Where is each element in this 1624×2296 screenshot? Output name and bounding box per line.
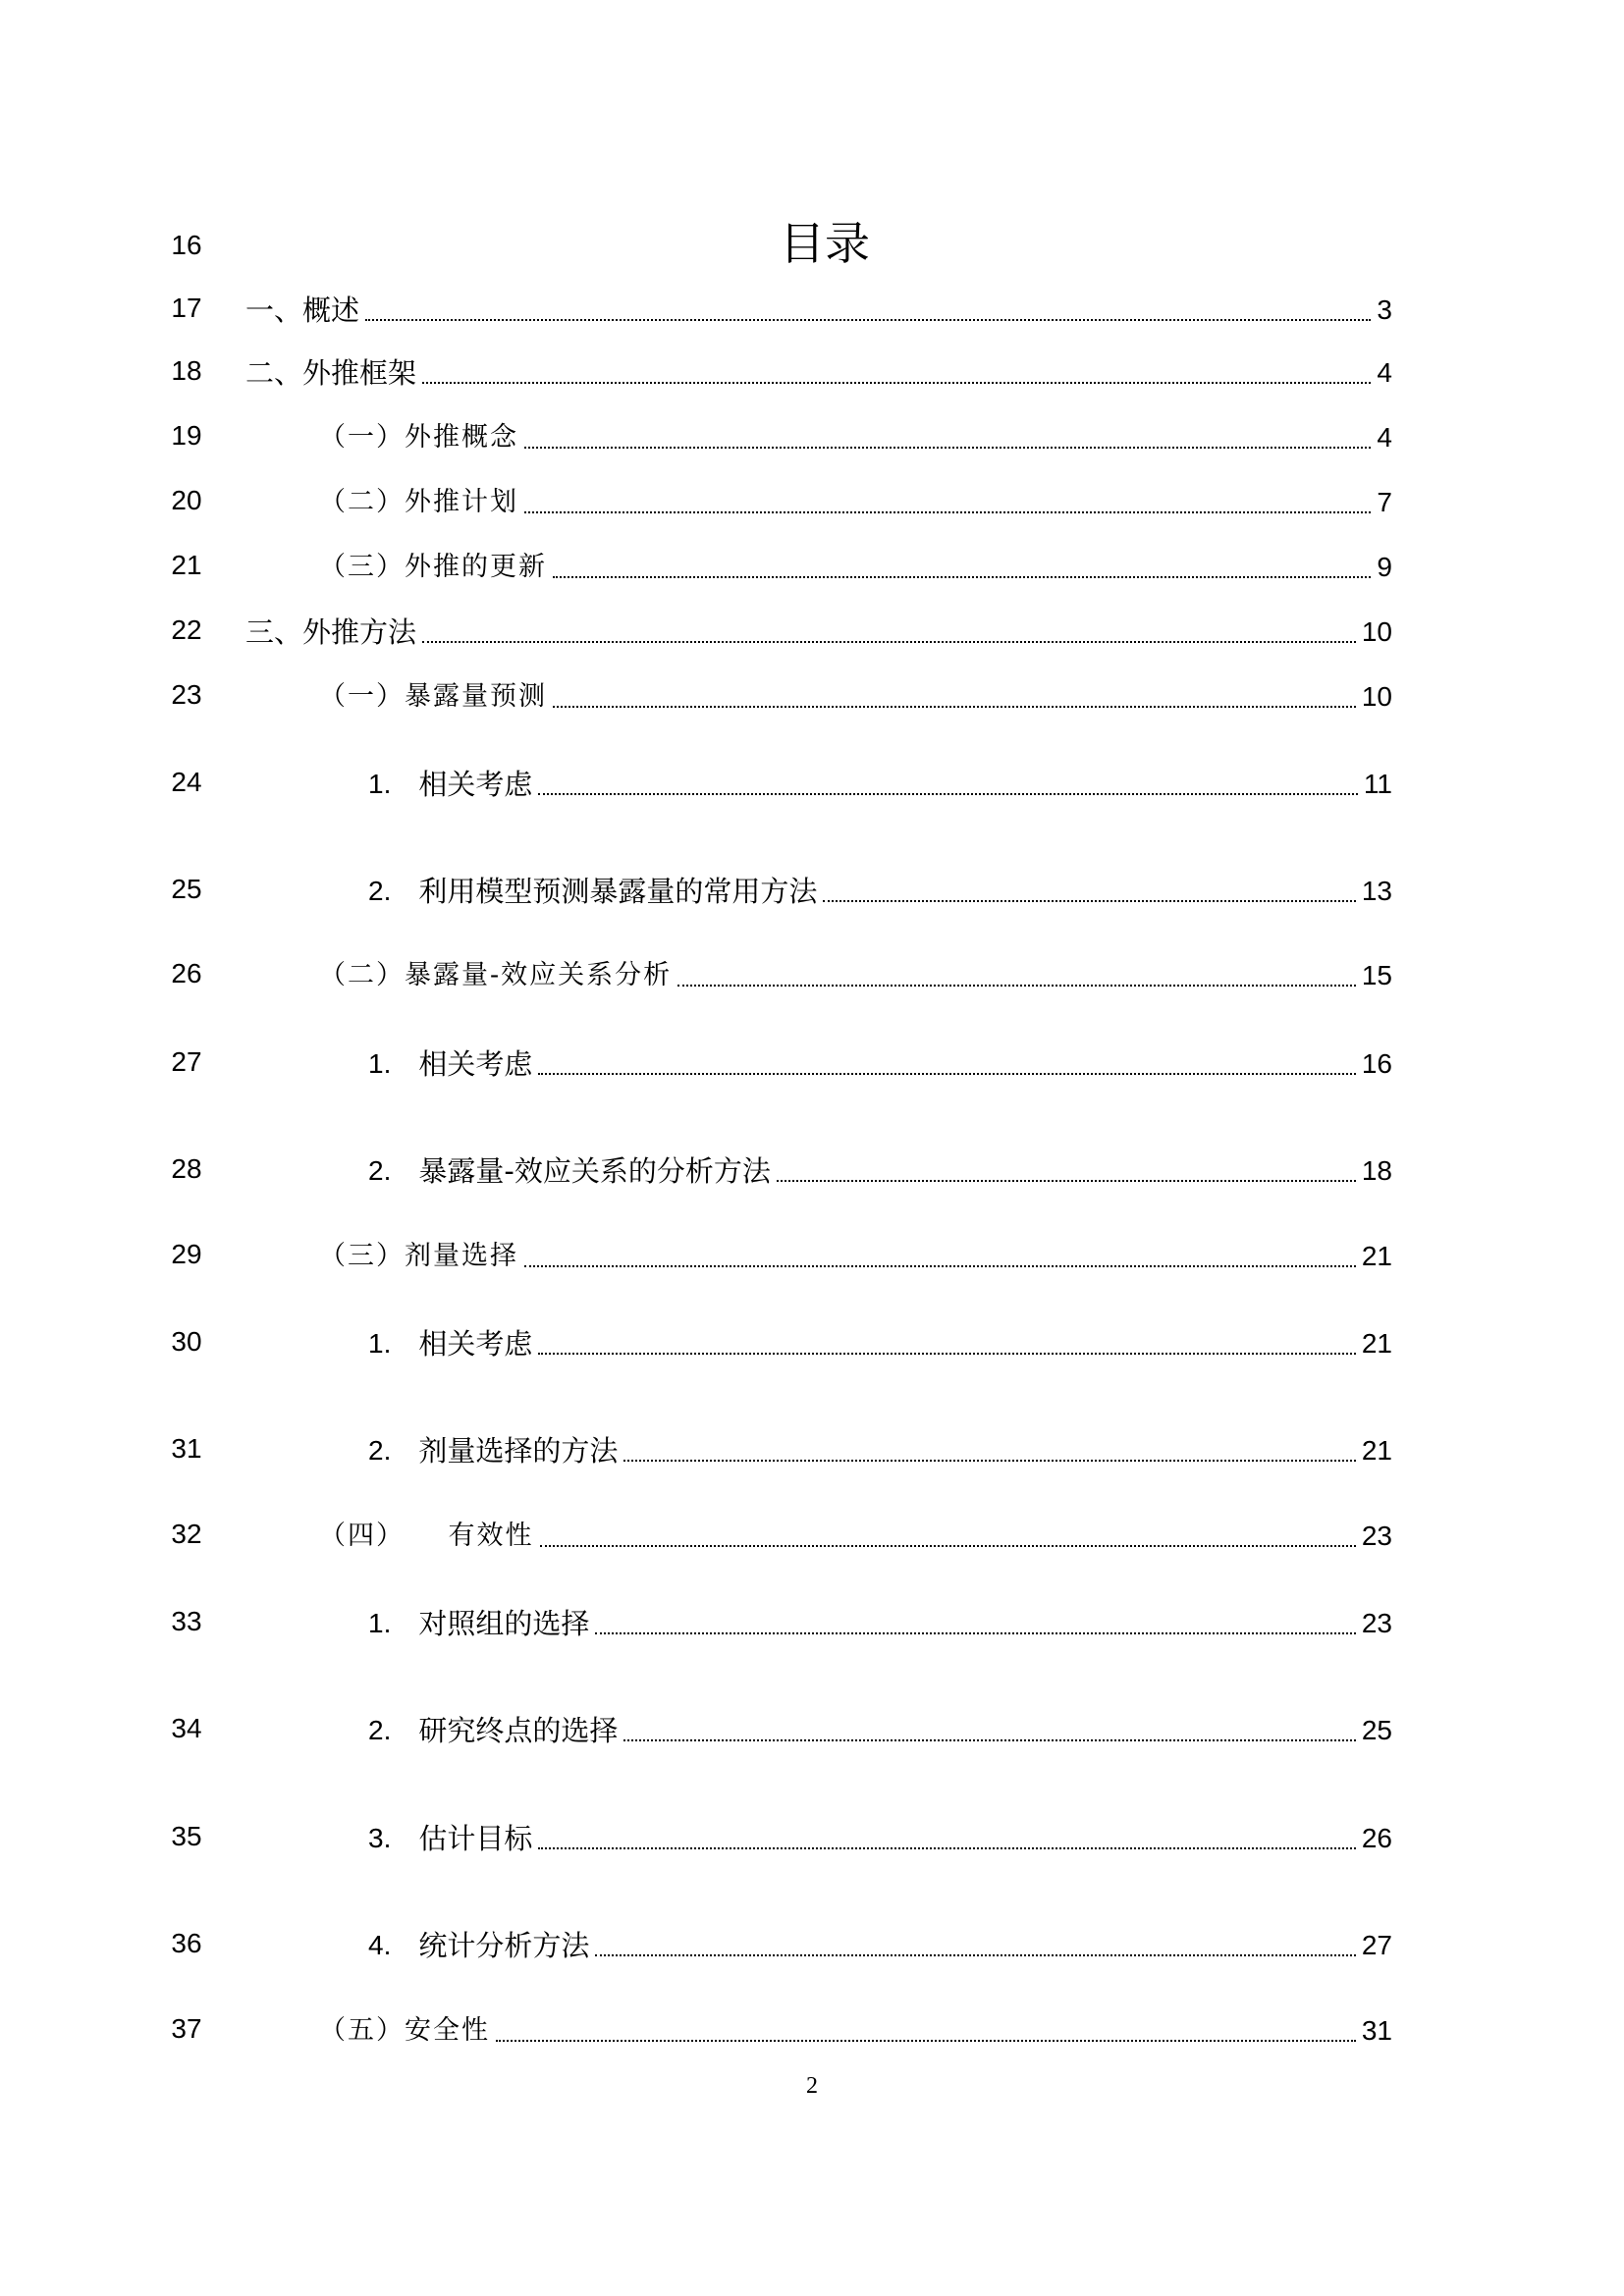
toc-leader-dots xyxy=(623,1460,1355,1462)
toc-row xyxy=(0,287,1624,330)
toc-entry[interactable] xyxy=(319,1233,1392,1276)
toc-entry[interactable] xyxy=(368,1427,1392,1470)
toc-leader-dots xyxy=(595,1632,1355,1634)
toc-page-number: 10 xyxy=(1361,681,1392,712)
toc-entry-number: 2. xyxy=(368,876,392,906)
toc-leader-dots xyxy=(595,1954,1355,1956)
toc-page-number: 3 xyxy=(1377,294,1392,325)
toc-page-number: 4 xyxy=(1377,422,1392,453)
toc-leader-dots xyxy=(496,2040,1356,2042)
toc-page-number: 9 xyxy=(1377,552,1392,582)
toc-page-number: 31 xyxy=(1361,2015,1392,2046)
toc-entry[interactable] xyxy=(368,1707,1392,1750)
toc-entry-title: （三）剂量选择 xyxy=(319,1241,518,1271)
toc-leader-dots xyxy=(524,447,1371,449)
toc-entry-title: （一）暴露量预测 xyxy=(319,681,547,712)
toc-row xyxy=(0,1707,1624,1750)
toc-row xyxy=(0,609,1624,652)
toc-leader-dots xyxy=(540,1545,1356,1547)
toc-leader-dots xyxy=(553,576,1371,578)
toc-row xyxy=(0,673,1624,717)
toc-leader-dots xyxy=(538,1353,1355,1355)
toc-entry[interactable] xyxy=(368,1600,1392,1643)
toc-row xyxy=(0,1041,1624,1084)
toc-entry[interactable] xyxy=(319,479,1392,522)
line-number: 36 xyxy=(171,1928,202,1958)
line-number: 29 xyxy=(171,1239,202,1269)
line-number: 30 xyxy=(171,1326,202,1357)
toc-leader-dots xyxy=(422,382,1371,384)
toc-row xyxy=(0,868,1624,911)
line-number: 26 xyxy=(171,958,202,988)
toc-entry-title: 三、外推方法 xyxy=(245,615,417,649)
line-number: 18 xyxy=(171,355,202,386)
toc-leader-dots xyxy=(538,793,1358,795)
toc-entry[interactable] xyxy=(368,1922,1392,1965)
toc-page-number: 26 xyxy=(1361,1823,1392,1853)
line-number: 20 xyxy=(171,485,202,515)
toc-row xyxy=(0,1922,1624,1965)
toc-entry-title: 二、外推框架 xyxy=(245,356,417,390)
toc-entry-title: （四） 有效性 xyxy=(319,1521,534,1551)
toc-row xyxy=(0,479,1624,522)
toc-page-number: 21 xyxy=(1361,1328,1392,1359)
toc-entry-title: 对照组的选择 xyxy=(418,1607,590,1640)
toc-entry-title: 相关考虑 xyxy=(418,768,533,801)
toc-entry-number: 2. xyxy=(368,1435,392,1466)
page-number: 2 xyxy=(806,2073,818,2099)
toc-row xyxy=(0,1233,1624,1276)
toc-entry-number: 1. xyxy=(368,1608,392,1638)
toc-entry[interactable] xyxy=(368,1148,1392,1191)
toc-leader-dots xyxy=(623,1739,1355,1741)
toc-leader-dots xyxy=(538,1073,1355,1075)
toc-leader-dots xyxy=(524,1265,1356,1267)
line-number: 32 xyxy=(171,1519,202,1549)
toc-entry[interactable] xyxy=(368,1320,1392,1363)
toc-entry[interactable] xyxy=(319,952,1392,995)
toc-leader-dots xyxy=(538,1847,1355,1849)
toc-entry-title: 暴露量-效应关系的分析方法 xyxy=(418,1154,771,1188)
line-number: 35 xyxy=(171,1821,202,1851)
toc-entry[interactable] xyxy=(319,673,1392,717)
toc-row xyxy=(0,1513,1624,1556)
toc-entry[interactable] xyxy=(319,544,1392,587)
toc-entry[interactable] xyxy=(368,761,1392,804)
toc-entry-title: （三）外推的更新 xyxy=(319,552,547,582)
toc-row xyxy=(0,349,1624,393)
toc-page-number: 16 xyxy=(1361,1048,1392,1079)
toc-leader-dots xyxy=(365,319,1371,321)
toc-entry[interactable] xyxy=(319,1513,1392,1556)
toc-entry-title: 一、概述 xyxy=(245,294,360,327)
toc-row xyxy=(0,1320,1624,1363)
toc-entry-title: 剂量选择的方法 xyxy=(418,1434,619,1468)
line-number: 25 xyxy=(171,874,202,904)
toc-entry-title: 相关考虑 xyxy=(418,1327,533,1361)
toc-row xyxy=(0,1148,1624,1191)
toc-leader-dots xyxy=(823,900,1355,902)
toc-row xyxy=(0,544,1624,587)
toc-entry-title: 研究终点的选择 xyxy=(418,1714,619,1747)
toc-entry-title: （二）暴露量-效应关系分析 xyxy=(319,960,673,990)
toc-page-number: 23 xyxy=(1361,1521,1392,1551)
toc-entry-number: 2. xyxy=(368,1155,392,1186)
toc-row xyxy=(0,2007,1624,2051)
toc-row xyxy=(0,414,1624,457)
line-number: 28 xyxy=(171,1153,202,1184)
line-number: 17 xyxy=(171,293,202,323)
toc-page-number: 27 xyxy=(1361,1930,1392,1960)
toc-entry[interactable] xyxy=(319,2007,1392,2051)
toc-entry[interactable] xyxy=(368,1815,1392,1858)
toc-entry-number: 3. xyxy=(368,1823,392,1853)
toc-leader-dots xyxy=(524,511,1371,513)
toc-entry-number: 2. xyxy=(368,1715,392,1745)
toc-entry[interactable] xyxy=(245,287,1392,330)
line-number: 22 xyxy=(171,614,202,645)
toc-entry-title: （五）安全性 xyxy=(319,2015,490,2046)
toc-entry-title: 统计分析方法 xyxy=(418,1929,590,1962)
line-number: 33 xyxy=(171,1606,202,1636)
line-number: 31 xyxy=(171,1433,202,1464)
toc-entry-title: 相关考虑 xyxy=(418,1047,533,1081)
toc-page-number: 21 xyxy=(1361,1435,1392,1466)
line-number: 24 xyxy=(171,767,202,797)
toc-page-number: 21 xyxy=(1361,1241,1392,1271)
line-number: 19 xyxy=(171,420,202,451)
toc-page-number: 7 xyxy=(1377,487,1392,517)
line-number: 23 xyxy=(171,679,202,710)
toc-title: 目录 xyxy=(780,217,870,270)
line-number: 37 xyxy=(171,2013,202,2044)
line-number: 27 xyxy=(171,1046,202,1077)
toc-page-number: 18 xyxy=(1361,1155,1392,1186)
toc-entry-title: 利用模型预测暴露量的常用方法 xyxy=(418,875,818,908)
toc-page-number: 25 xyxy=(1361,1715,1392,1745)
line-number: 21 xyxy=(171,550,202,580)
line-number: 16 xyxy=(171,230,202,260)
toc-entry[interactable] xyxy=(368,868,1392,911)
toc-row xyxy=(0,1427,1624,1470)
toc-page-number: 13 xyxy=(1361,876,1392,906)
toc-leader-dots xyxy=(777,1180,1356,1182)
toc-title-row xyxy=(0,208,1624,287)
toc-entry[interactable] xyxy=(319,414,1392,457)
toc-row xyxy=(0,1600,1624,1643)
toc-entry-number: 1. xyxy=(368,769,392,799)
toc-leader-dots xyxy=(553,706,1356,708)
line-number: 34 xyxy=(171,1713,202,1743)
toc-entry-title: （二）外推计划 xyxy=(319,487,518,517)
toc-row xyxy=(0,761,1624,804)
toc-row xyxy=(0,952,1624,995)
toc-entry[interactable] xyxy=(245,349,1392,393)
toc-entry-number: 1. xyxy=(368,1328,392,1359)
toc-page-number: 10 xyxy=(1361,616,1392,647)
toc-entry-number: 1. xyxy=(368,1048,392,1079)
toc-entry[interactable] xyxy=(368,1041,1392,1084)
toc-leader-dots xyxy=(677,985,1356,987)
toc-entry-number: 4. xyxy=(368,1930,392,1960)
toc-entry-title: （一）外推概念 xyxy=(319,422,518,453)
toc-row xyxy=(0,1815,1624,1858)
toc-entry-title: 估计目标 xyxy=(418,1822,533,1855)
toc-leader-dots xyxy=(422,641,1356,643)
toc-page-number: 15 xyxy=(1361,960,1392,990)
toc-page-number: 11 xyxy=(1363,769,1392,799)
toc-page-number: 23 xyxy=(1361,1608,1392,1638)
toc-page-number: 4 xyxy=(1377,357,1392,388)
toc-entry[interactable] xyxy=(245,609,1392,652)
